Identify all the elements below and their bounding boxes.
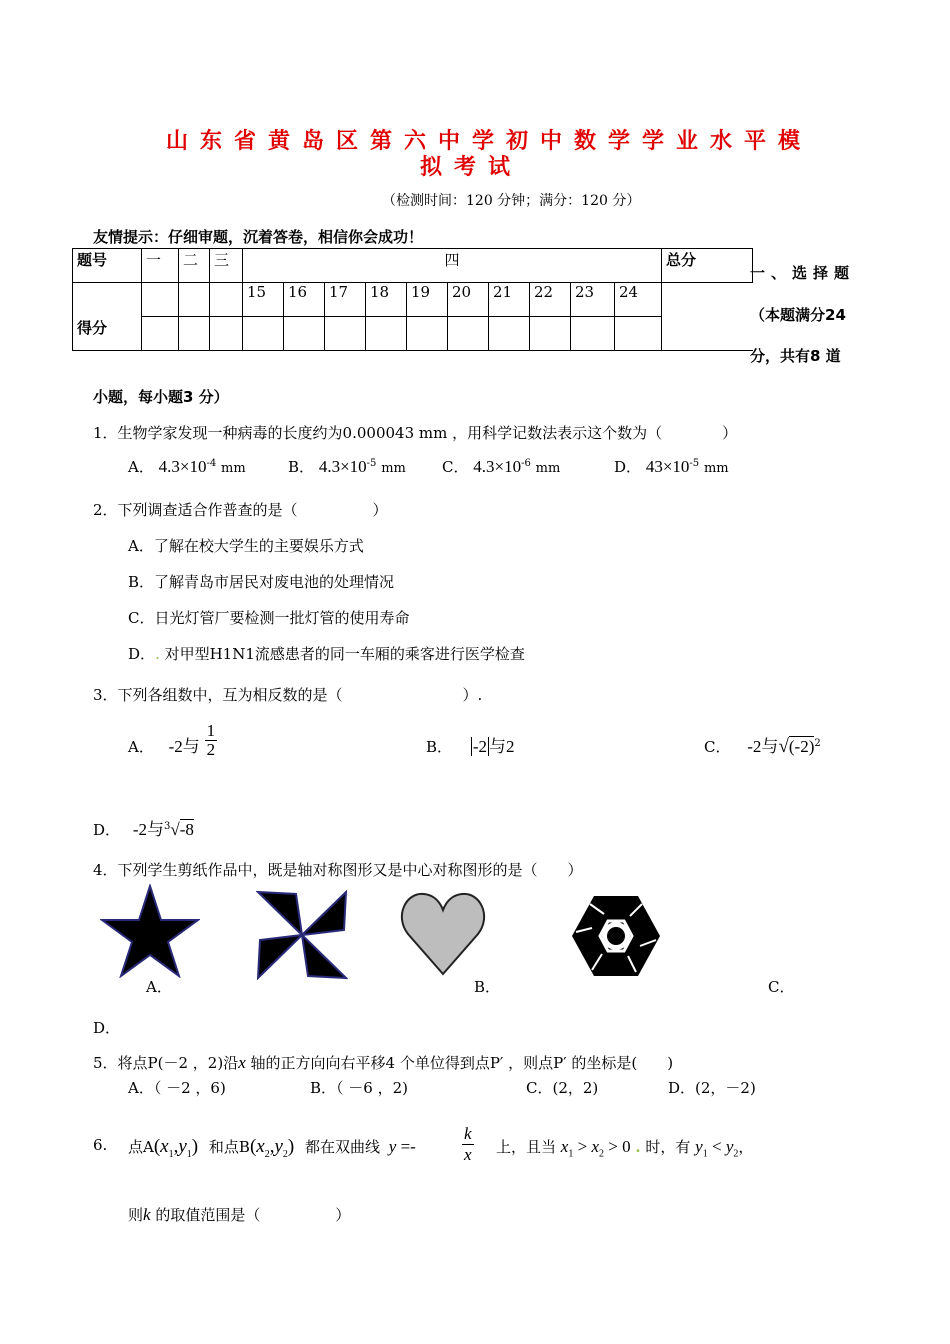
header-number-label: 题号 [73, 249, 142, 283]
q4-a-label: A． [146, 978, 172, 996]
q3-c-text: -2与 [747, 737, 779, 756]
q6-point-b: $(x_2,y_2)$ [249, 1136, 295, 1160]
q6-hyperbola: y =- [388, 1137, 416, 1156]
q3-option-a [128, 722, 217, 766]
title-line2: 拟考试 [420, 155, 523, 180]
q6-line2 [128, 1204, 350, 1225]
pinwheel-figure [256, 890, 348, 980]
q1-options [128, 456, 246, 477]
tip: 友情提示：仔细审题，沉着答卷，相信你会成功！ [93, 228, 424, 246]
q6-result: $y_1 < y_2$ [695, 1137, 739, 1160]
cell-empty [662, 283, 753, 351]
q6-fraction: k x [464, 1124, 472, 1164]
star-figure [100, 884, 200, 978]
question-number: 19 [407, 283, 448, 317]
q3-b-abs: -2 [472, 737, 487, 756]
question-number: 22 [530, 283, 571, 317]
score-cell [284, 317, 325, 351]
q3-option-d [93, 815, 194, 840]
q4-stem: 4．下列学生剪纸作品中，既是轴对称图形又是中心对称图形的是（ ） [93, 861, 583, 879]
q1-d-exp: -5 [689, 458, 700, 469]
q2-d-label: D． [128, 645, 156, 663]
dot-mark: . [635, 1138, 641, 1156]
q2-c: C．日光灯管厂要检测一批灯管的使用寿命 [128, 609, 410, 627]
q5-d: D．(2，－2) [668, 1079, 756, 1097]
q3-a-fraction [205, 722, 218, 759]
header-part-4: 四 [243, 249, 662, 283]
q3-a-text: -2与 [168, 737, 200, 756]
q6-line2-part1: 则 [128, 1206, 144, 1224]
score-cell [615, 317, 662, 351]
q3-b-label: B． [426, 738, 453, 756]
section1-line2: （本题满分24 [750, 306, 846, 324]
score-cell [142, 317, 179, 351]
q3-c-label: C． [704, 738, 731, 756]
q6-number: 6. [93, 1136, 108, 1154]
cell-empty [210, 283, 243, 317]
question-number: 20 [448, 283, 489, 317]
header-part-2: 二 [179, 249, 210, 283]
score-cell [407, 317, 448, 351]
q1-b-label: B． [288, 458, 315, 476]
q4-b-label: B． [474, 978, 501, 996]
q5-c: C．(2，2) [526, 1079, 599, 1097]
q6-text-3: 都在双曲线 [305, 1138, 381, 1156]
score-cell [325, 317, 366, 351]
q3-d-radicand: -8 [179, 820, 194, 839]
question-number: 17 [325, 283, 366, 317]
q1-a-value: 4.3×10 [158, 457, 207, 476]
score-cell [243, 317, 284, 351]
q1-stem: 1．生物学家发现一种病毒的长度约为0.000043 mm ，用科学记数法表示这个数为（ ） [93, 424, 738, 442]
q2-stem: 2．下列调查适合作普查的是（ ） [93, 501, 388, 519]
q3-option-b [426, 732, 514, 757]
q1-b-unit: mm [381, 461, 406, 476]
q1-a-label: A． [128, 458, 154, 476]
score-cell [210, 317, 243, 351]
q6-text-2: 和点B [208, 1138, 250, 1156]
dot-mark: . [155, 645, 160, 663]
q3-c-radicand: (-2) [788, 737, 815, 756]
q2-d-text: 对甲型H1N1流感患者的同一车厢的乘客进行医学检查 [164, 645, 525, 663]
q1-d-label: D． [614, 458, 642, 476]
q6-text-4: 上，且当 [496, 1138, 557, 1156]
cbrt-icon: √ [170, 820, 180, 839]
q3-d-label: D． [93, 821, 121, 839]
score-cell [489, 317, 530, 351]
q6-line2-part2: 的取值范围是（ ） [150, 1206, 351, 1224]
title-line1: 山东省黄岛区第六中学初中数学学业水平模 [166, 129, 813, 154]
score-cell [448, 317, 489, 351]
q1-c-value: 4.3×10 [473, 457, 522, 476]
q5-x-var: x [238, 1053, 246, 1072]
q6-k-var: k [143, 1205, 151, 1224]
q1-c-label: C． [442, 458, 469, 476]
question-number: 18 [366, 283, 407, 317]
heart-figure [400, 890, 486, 976]
q1-d-value: 43×10 [645, 457, 690, 476]
section1-line4: 小题，每小题3 分） [93, 388, 229, 406]
q6-condition: $x_1 > x_2 > 0$ [560, 1137, 631, 1160]
q5-stem [93, 1052, 673, 1073]
q4-d-label: D． [93, 1019, 121, 1037]
q1-option-d [614, 456, 729, 477]
q6-point-a: $(x_1,y_1)$ [153, 1136, 199, 1160]
q6-text-5: 时，有 [645, 1138, 691, 1156]
q5-a: A．（ －2 ，6) [128, 1079, 226, 1097]
question-number: 21 [489, 283, 530, 317]
q3-d-text: -2与 [132, 820, 164, 839]
q5-b: B．（ －6 ，2) [310, 1079, 408, 1097]
q5-stem-part2: 轴的正方向向右平移4 个单位得到点P′ ，则点P′ 的坐标是( ) [245, 1054, 674, 1072]
q3-c-exp: 2 [814, 738, 821, 749]
header-part-3: 三 [210, 249, 243, 283]
q1-option-c [442, 456, 560, 477]
q1-a-exp: -4 [206, 458, 217, 469]
q6-text-6: ， [738, 1138, 754, 1156]
q3-stem: 3．下列各组数中，互为相反数的是（ ）. [93, 686, 483, 704]
q2-option-d [128, 643, 525, 664]
q1-option-b [288, 456, 406, 477]
question-number: 16 [284, 283, 325, 317]
q2-b: B．了解青岛市居民对废电池的处理情况 [128, 573, 395, 591]
q4-c-label: C． [768, 978, 795, 996]
cell-empty [142, 283, 179, 317]
q3-d-index: 3 [163, 821, 171, 832]
q3-a-denominator: 2 [206, 740, 216, 759]
cell-empty [179, 283, 210, 317]
q3-b-rest: 与2 [488, 737, 515, 756]
q1-b-value: 4.3×10 [318, 457, 367, 476]
question-number: 23 [571, 283, 615, 317]
hexagon-figure [570, 894, 662, 978]
q6-line1-rest [496, 1136, 753, 1159]
q1-c-exp: -6 [521, 458, 531, 469]
q1-a-unit: mm [221, 461, 246, 476]
score-cell [366, 317, 407, 351]
score-label: 得分 [73, 317, 142, 351]
score-cell [571, 317, 615, 351]
q3-a-numerator: 1 [206, 721, 216, 740]
q6-text-1: 点A [128, 1138, 154, 1156]
header-part-1: 一 [142, 249, 179, 283]
score-cell [530, 317, 571, 351]
header-total: 总分 [662, 249, 753, 283]
section1-line3: 分，共有8 道 [750, 347, 841, 365]
q3-option-c [704, 732, 821, 758]
q1-b-exp: -5 [366, 458, 377, 469]
sqrt-icon: √ [778, 736, 789, 757]
q1-c-unit: mm [535, 461, 561, 476]
q1-d-unit: mm [703, 461, 729, 476]
q3-a-label: A． [128, 738, 154, 756]
q2-a: A．了解在校大学生的主要娱乐方式 [128, 537, 364, 555]
cell-empty [73, 283, 142, 317]
exam-info: （检测时间：120 分钟；满分：120 分） [382, 193, 641, 209]
question-number: 24 [615, 283, 662, 317]
section1-line1: 一、选择题 [750, 264, 856, 282]
q6-line1 [128, 1136, 416, 1160]
score-table [72, 248, 753, 351]
question-number: 15 [243, 283, 284, 317]
score-cell [179, 317, 210, 351]
q5-stem-part1: 5．将点P(－2 ，2)沿 [93, 1054, 239, 1072]
